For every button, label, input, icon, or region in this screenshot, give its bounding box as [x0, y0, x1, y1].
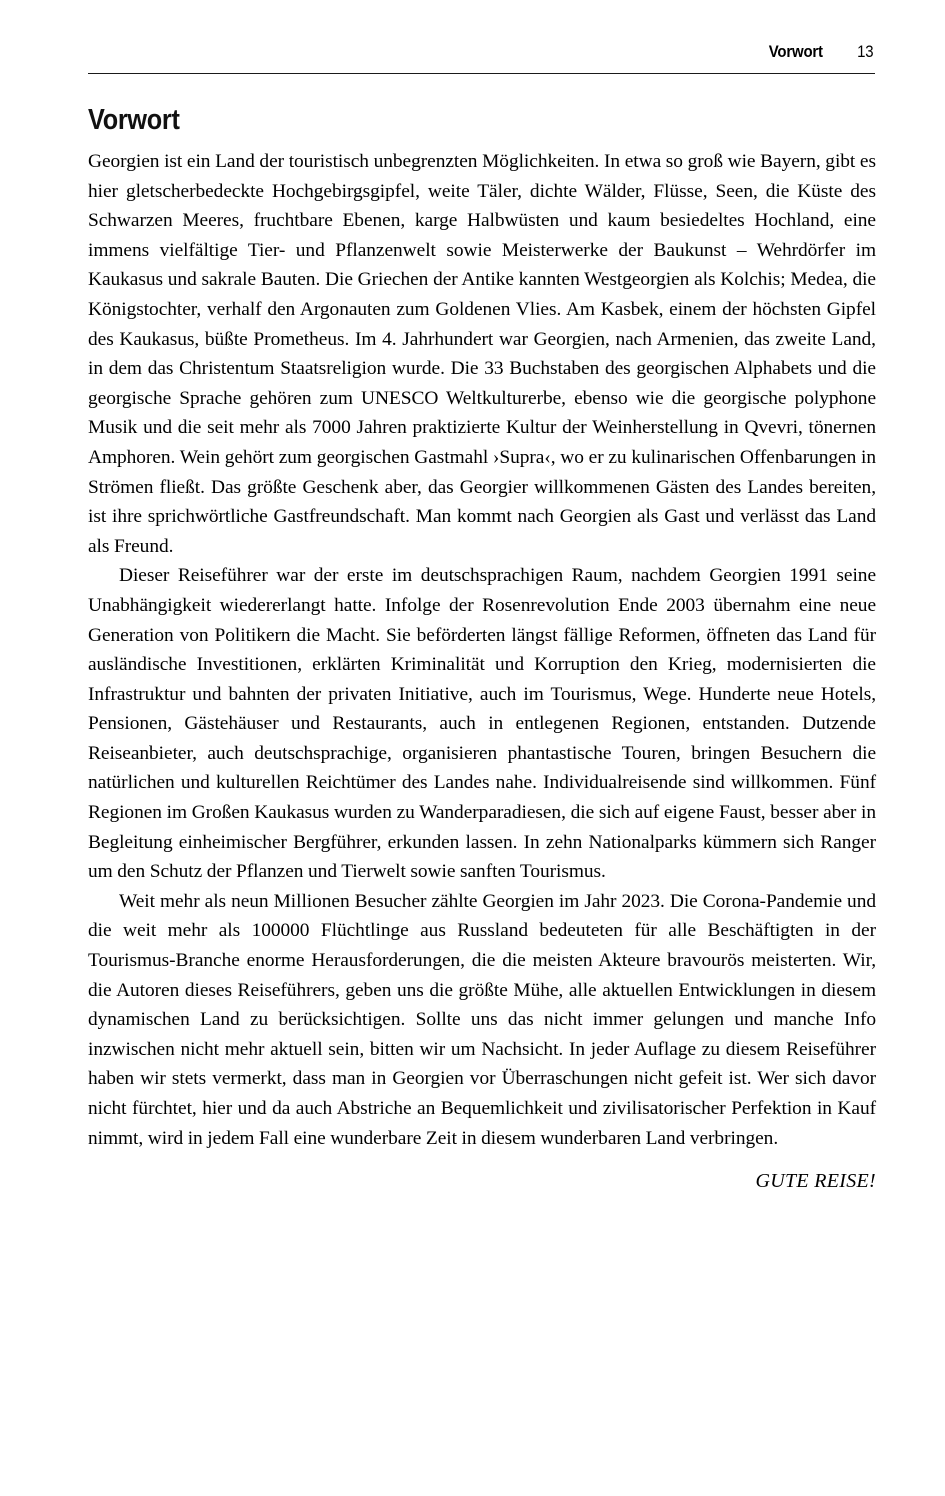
- running-head-page-number: 13: [857, 42, 874, 61]
- running-head: [88, 42, 875, 62]
- paragraph: Weit mehr als neun Millionen Besucher zählte Georgien im Jahr 2023. Die Corona-Pandemie und die weit mehr als 100000 Flüchtlinge aus Russland bedeuteten für alle Beschäftigten in der Tourismus-Branche enorme Herausforderungen, die die meisten Akteure bravourös meisterten. Wir, die Autoren dieses Reiseführers, geben uns die größte Mühe, alle aktuellen Entwicklungen in diesem dynamischen Land zu berücksichtigen. Sollte uns das nicht immer gelungen und manche Info inzwischen nicht mehr aktuell sein, bitten wir um Nachsicht. In jeder Auflage zu diesem Reiseführer haben wir stets vermerkt, dass man in Georgien vor Überraschungen nicht gefeit ist. Wer sich davor nicht fürchtet, hier und da auch Abstriche an Bequemlichkeit und zivilisatorischer Perfektion in Kauf nimmt, wird in jedem Fall eine wunderbare Zeit in diesem wunderbaren Land verbringen.: [88, 890, 876, 1149]
- header-divider-rule: [88, 73, 875, 74]
- body-text-block: [88, 147, 876, 1197]
- paragraph: Dieser Reiseführer war der erste im deutschsprachigen Raum, nachdem Georgien 1991 seine Unabhängigkeit wiedererlangt hatte. Infolge der Rosenrevolution Ende 2003 übernahm eine neue Generation von Politikern die Macht. Sie beförderten längst fällige Reformen, öffneten das Land für ausländische Investitionen, erklärten Kriminalität und Korruption den Krieg, modernisierten die Infrastruktur und bahnten der privaten Initiative, auch im Tourismus, Wege. Hunderte neue Hotels, Pensionen, Gästehäuser und Restaurants, auch in entlegenen Regionen, entstanden. Dutzende Reiseanbieter, auch deutschsprachige, organisieren phantastische Touren, bringen Besuchern die natürlichen und kulturellen Reichtümer des Landes nahe. Individualreisende sind willkommen. Fünf Regionen im Großen Kaukasus wurden zu Wanderparadiesen, die sich auf eigene Faust, besser aber in Begleitung einheimischer Bergführer, erkunden lassen. In zehn Nationalparks kümmern sich Ranger um den Schutz der Pflanzen und Tierwelt sowie sanften Tourismus.: [88, 565, 876, 883]
- running-head-title: Vorwort: [768, 42, 823, 61]
- closing-salutation: GUTE REISE!: [755, 1170, 876, 1193]
- paragraph: Georgien ist ein Land der touristisch unbegrenzten Möglichkeiten. In etwa so groß wie Bayern, gibt es hier gletscherbedeckte Hochgebirgsgipfel, weite Täler, dichte Wälder, Flüsse, Seen, die Küste des Schwarzen Meeres, fruchtbare Ebenen, karge Halbwüsten und kaum besiedeltes Hochland, eine immens vielfältige Tier- und Pflanzenwelt sowie Meisterwerke der Baukunst – Wehrdörfer im Kaukasus und sakrale Bauten. Die Griechen der Antike kannten Westgeorgien als Kolchis; Medea, die Königstochter, verhalf den Argonauten zum Goldenen Vlies. Am Kasbek, einem der höchsten Gipfel des Kaukasus, büßte Prometheus. Im 4. Jahrhundert war Georgien, nach Armenien, das zweite Land, in dem das Christentum Staatsreligion wurde. Die 33 Buchstaben des georgischen Alphabets und die georgische Sprache gehören zum UNESCO Weltkulturerbe, ebenso wie die georgische polyphone Musik und die seit mehr als 7000 Jahren praktizierte Kultur der Weinherstellung in Qvevri, tönernen Amphoren. Wein gehört zum georgischen Gastmahl ›Supra‹, wo er zu kulinarischen Offenbarungen in Strömen fließt. Das größte Geschenk aber, das Georgier willkommenen Gästen des Landes bereiten, ist ihre sprichwörtliche Gastfreundschaft. Man kommt nach Georgien als Gast und verlässt das Land als Freund.: [88, 151, 876, 557]
- page-title: Vorwort: [88, 104, 180, 137]
